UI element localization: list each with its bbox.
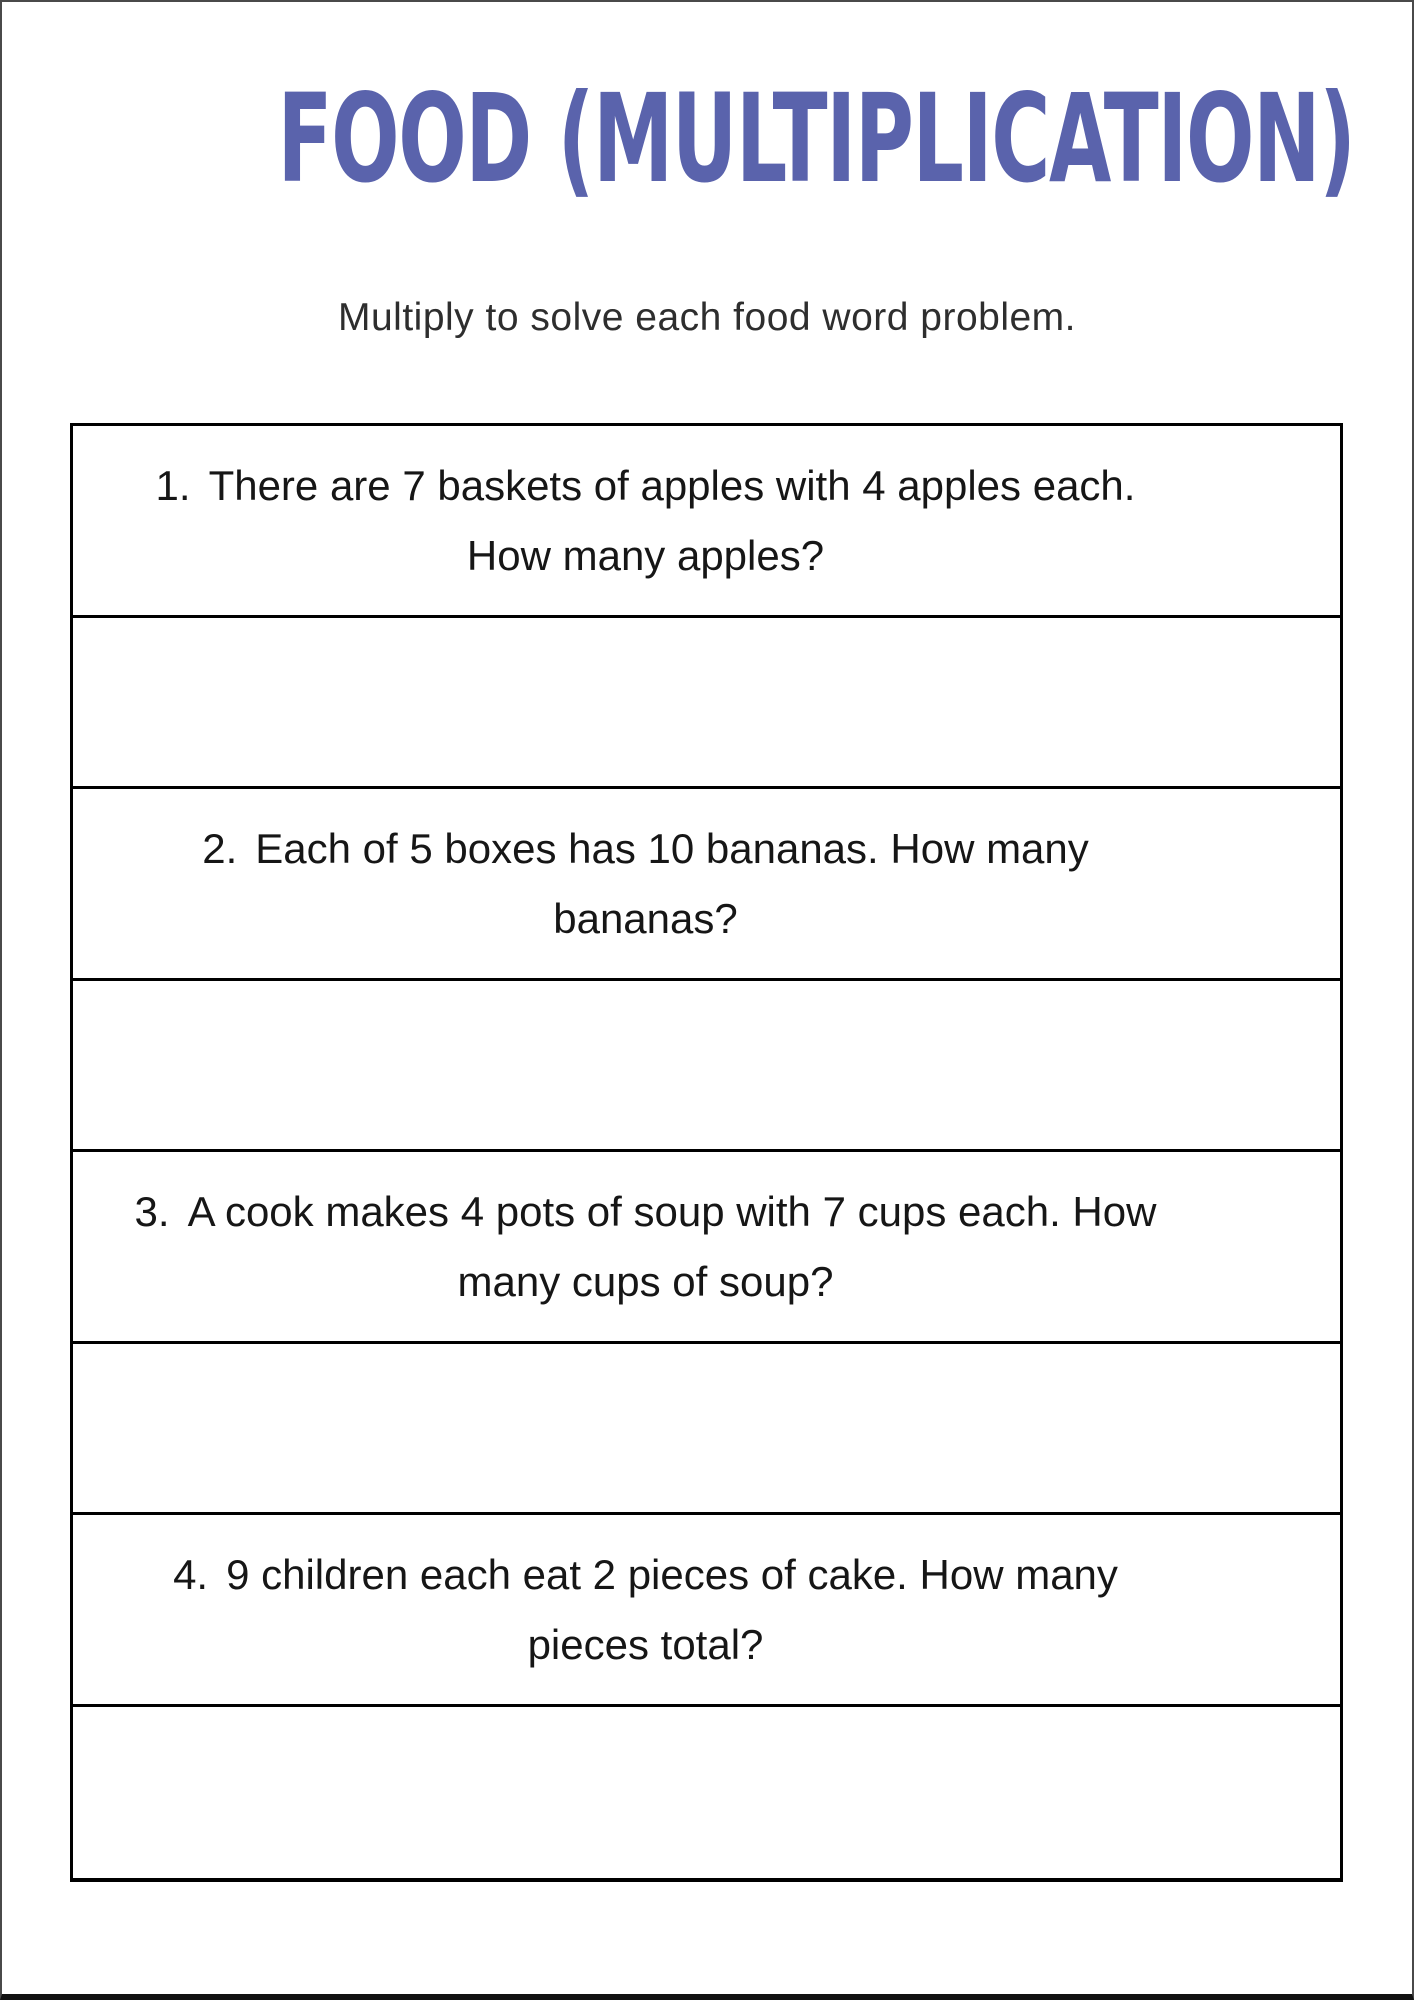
problem-2-text: Each of 5 boxes has 10 bananas. How many xyxy=(255,824,1089,872)
problem-1-text: There are 7 baskets of apples with 4 apples each. xyxy=(208,461,1136,509)
worksheet-table xyxy=(70,423,1343,1882)
answer-box-3[interactable] xyxy=(73,1344,1340,1515)
problem-row-2 xyxy=(73,789,1340,981)
problem-3-line-1 xyxy=(101,1177,1190,1247)
page-title xyxy=(0,68,1414,210)
problem-3-line-2: many cups of soup? xyxy=(457,1257,834,1305)
problem-row-3 xyxy=(73,1152,1340,1344)
problem-2-number: 2. xyxy=(202,824,238,872)
problem-3-number: 3. xyxy=(134,1187,170,1235)
problem-2-line-1 xyxy=(101,814,1190,884)
problem-1-line-2: How many apples? xyxy=(466,531,825,579)
page-title-text: FOOD (MULTIPLICATION) xyxy=(277,68,1355,210)
answer-box-4[interactable] xyxy=(73,1707,1340,1878)
page-subtitle: Multiply to solve each food word problem. xyxy=(337,296,1077,339)
problem-3-text: A cook makes 4 pots of soup with 7 cups each. How xyxy=(187,1187,1157,1235)
problem-4-text: 9 children each eat 2 pieces of cake. How many xyxy=(226,1550,1118,1598)
answer-box-1[interactable] xyxy=(73,618,1340,789)
problem-row-4 xyxy=(73,1515,1340,1707)
answer-box-2[interactable] xyxy=(73,981,1340,1152)
problem-4-number: 4. xyxy=(173,1550,209,1598)
problem-1-number: 1. xyxy=(155,461,191,509)
problem-4-line-2: pieces total? xyxy=(527,1620,764,1668)
problem-1-line-1 xyxy=(101,451,1190,521)
problem-4-line-1 xyxy=(101,1540,1190,1610)
problem-row-1 xyxy=(73,426,1340,618)
problem-2-line-2: bananas? xyxy=(553,894,738,942)
